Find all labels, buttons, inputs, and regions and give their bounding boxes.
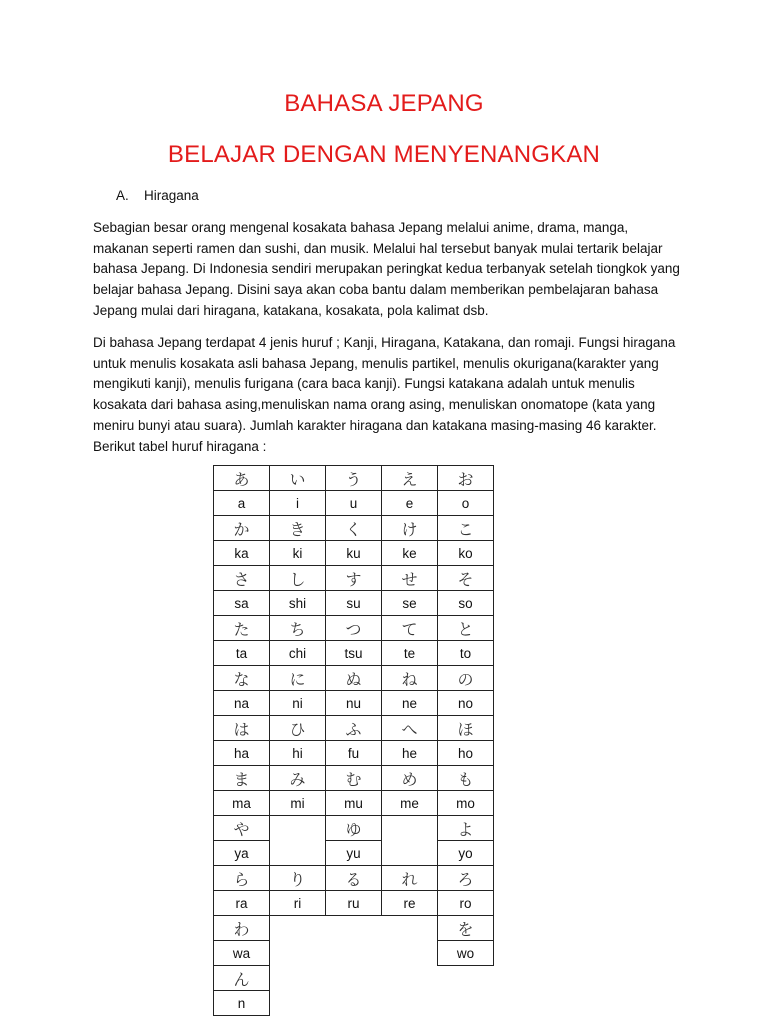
kana-cell: さ xyxy=(214,566,270,591)
empty-cell xyxy=(382,991,438,1016)
hiragana-table xyxy=(213,465,494,1016)
kana-cell: ひ xyxy=(270,716,326,741)
table-row-kana xyxy=(214,666,494,691)
hiragana-explanation-paragraph: Di bahasa Jepang terdapat 4 jenis huruf ; Kanji, Hiragana, Katakana, dan romaji. Fungsi hiragana untuk menulis kosakata asli bahasa Jepang, menulis partikel, menulis okurigana(karakter yang mengikuti kanji), menulis furigana (cara baca kanji). Fungsi katakana adalah untuk menulis kosakata dari bahasa asing,menuliskan nama orang asing, menuliskan onomatope (kata yang meniru bunyi atau suara). Jumlah karakter hiragana dan katakana masing-masing 46 karakter. Berikut tabel huruf hiragana : xyxy=(93,335,676,454)
romaji-cell: mi xyxy=(270,791,326,816)
romaji-cell: ko xyxy=(438,541,494,566)
romaji-cell: ri xyxy=(270,891,326,916)
table-row-romaji xyxy=(214,791,494,816)
romaji-cell: ra xyxy=(214,891,270,916)
empty-cell xyxy=(382,816,438,841)
romaji-cell: ho xyxy=(438,741,494,766)
romaji-cell: mu xyxy=(326,791,382,816)
romaji-cell: ha xyxy=(214,741,270,766)
empty-cell xyxy=(270,916,326,941)
table-row-romaji xyxy=(214,491,494,516)
romaji-cell: o xyxy=(438,491,494,516)
kana-cell: か xyxy=(214,516,270,541)
kana-cell: そ xyxy=(438,566,494,591)
empty-cell xyxy=(382,841,438,866)
empty-cell xyxy=(270,841,326,866)
romaji-cell: me xyxy=(382,791,438,816)
table-row-romaji xyxy=(214,641,494,666)
kana-cell: ろ xyxy=(438,866,494,891)
kana-cell: く xyxy=(326,516,382,541)
kana-cell: て xyxy=(382,616,438,641)
romaji-cell: a xyxy=(214,491,270,516)
kana-cell: ぬ xyxy=(326,666,382,691)
romaji-cell: fu xyxy=(326,741,382,766)
kana-cell: め xyxy=(382,766,438,791)
kana-cell: に xyxy=(270,666,326,691)
empty-cell xyxy=(326,941,382,966)
empty-cell xyxy=(438,991,494,1016)
document-title: BAHASA JEPANG xyxy=(284,90,484,117)
romaji-cell: re xyxy=(382,891,438,916)
romaji-cell: chi xyxy=(270,641,326,666)
empty-cell xyxy=(382,916,438,941)
table-row-romaji xyxy=(214,841,494,866)
kana-cell: な xyxy=(214,666,270,691)
table-row-kana xyxy=(214,866,494,891)
table-row-kana xyxy=(214,916,494,941)
section-title: Hiragana xyxy=(144,188,199,203)
kana-cell: す xyxy=(326,566,382,591)
table-row-romaji xyxy=(214,541,494,566)
romaji-cell: ro xyxy=(438,891,494,916)
empty-cell xyxy=(270,991,326,1016)
table-row-kana xyxy=(214,616,494,641)
kana-cell: あ xyxy=(214,466,270,491)
kana-cell: せ xyxy=(382,566,438,591)
romaji-cell: na xyxy=(214,691,270,716)
table-row-kana xyxy=(214,766,494,791)
kana-cell: へ xyxy=(382,716,438,741)
romaji-cell: ki xyxy=(270,541,326,566)
romaji-cell: u xyxy=(326,491,382,516)
table-row-kana xyxy=(214,566,494,591)
empty-cell xyxy=(326,991,382,1016)
table-row-romaji xyxy=(214,591,494,616)
table-row-romaji xyxy=(214,691,494,716)
kana-cell: け xyxy=(382,516,438,541)
empty-cell xyxy=(270,941,326,966)
kana-cell: ゆ xyxy=(326,816,382,841)
kana-cell: ま xyxy=(214,766,270,791)
romaji-cell: e xyxy=(382,491,438,516)
table-row-kana xyxy=(214,466,494,491)
intro-paragraph: Sebagian besar orang mengenal kosakata bahasa Jepang melalui anime, drama, manga, makanan seperti ramen dan sushi, dan musik. Melalui hal tersebut banyak mulai tertarik belajar bahasa Jepang. Di Indonesia sendiri merupakan peringkat kedua terbanyak setelah tiongkok yang belajar bahasa Jepang. Disini saya akan coba bantu dalam memberikan pembelajaran bahasa Jepang mulai dari hiragana, katakana, kosakata, pola kalimat dsb. xyxy=(93,220,680,318)
romaji-cell: te xyxy=(382,641,438,666)
empty-cell xyxy=(270,966,326,991)
romaji-cell: to xyxy=(438,641,494,666)
romaji-cell: ru xyxy=(326,891,382,916)
empty-cell xyxy=(382,941,438,966)
empty-cell xyxy=(382,966,438,991)
romaji-cell: se xyxy=(382,591,438,616)
romaji-cell: ne xyxy=(382,691,438,716)
kana-cell: の xyxy=(438,666,494,691)
romaji-cell: shi xyxy=(270,591,326,616)
romaji-cell: ku xyxy=(326,541,382,566)
romaji-cell: tsu xyxy=(326,641,382,666)
kana-cell: つ xyxy=(326,616,382,641)
kana-cell: ほ xyxy=(438,716,494,741)
kana-cell: ふ xyxy=(326,716,382,741)
romaji-cell: wo xyxy=(438,941,494,966)
empty-cell xyxy=(270,816,326,841)
kana-cell: も xyxy=(438,766,494,791)
romaji-cell: ta xyxy=(214,641,270,666)
romaji-cell: yu xyxy=(326,841,382,866)
kana-cell: こ xyxy=(438,516,494,541)
kana-cell: え xyxy=(382,466,438,491)
romaji-cell: mo xyxy=(438,791,494,816)
romaji-cell: yo xyxy=(438,841,494,866)
kana-cell: れ xyxy=(382,866,438,891)
kana-cell: ら xyxy=(214,866,270,891)
kana-cell: り xyxy=(270,866,326,891)
romaji-cell: hi xyxy=(270,741,326,766)
romaji-cell: n xyxy=(214,991,270,1016)
romaji-cell: ya xyxy=(214,841,270,866)
kana-cell: み xyxy=(270,766,326,791)
romaji-cell: so xyxy=(438,591,494,616)
romaji-cell: su xyxy=(326,591,382,616)
kana-cell: い xyxy=(270,466,326,491)
romaji-cell: i xyxy=(270,491,326,516)
romaji-cell: wa xyxy=(214,941,270,966)
romaji-cell: no xyxy=(438,691,494,716)
table-row-romaji xyxy=(214,741,494,766)
table-row-romaji xyxy=(214,991,494,1016)
romaji-cell: nu xyxy=(326,691,382,716)
kana-cell: し xyxy=(270,566,326,591)
table-row-kana xyxy=(214,516,494,541)
kana-cell: や xyxy=(214,816,270,841)
kana-cell: た xyxy=(214,616,270,641)
kana-cell: と xyxy=(438,616,494,641)
kana-cell: う xyxy=(326,466,382,491)
table-row-romaji xyxy=(214,941,494,966)
table-row-romaji xyxy=(214,891,494,916)
romaji-cell: ke xyxy=(382,541,438,566)
table-row-kana xyxy=(214,966,494,991)
table-row-kana xyxy=(214,716,494,741)
kana-cell: は xyxy=(214,716,270,741)
romaji-cell: ma xyxy=(214,791,270,816)
kana-cell: わ xyxy=(214,916,270,941)
section-number: A. xyxy=(116,188,129,203)
kana-cell: む xyxy=(326,766,382,791)
romaji-cell: he xyxy=(382,741,438,766)
kana-cell: ん xyxy=(214,966,270,991)
kana-cell: お xyxy=(438,466,494,491)
empty-cell xyxy=(326,966,382,991)
table-row-kana xyxy=(214,816,494,841)
kana-cell: き xyxy=(270,516,326,541)
romaji-cell: sa xyxy=(214,591,270,616)
empty-cell xyxy=(438,966,494,991)
kana-cell: ね xyxy=(382,666,438,691)
section-heading xyxy=(116,188,199,203)
romaji-cell: ni xyxy=(270,691,326,716)
empty-cell xyxy=(326,916,382,941)
document-subtitle: BELAJAR DENGAN MENYENANGKAN xyxy=(167,141,601,168)
kana-cell: ち xyxy=(270,616,326,641)
kana-cell: る xyxy=(326,866,382,891)
kana-cell: よ xyxy=(438,816,494,841)
kana-cell: を xyxy=(438,916,494,941)
romaji-cell: ka xyxy=(214,541,270,566)
